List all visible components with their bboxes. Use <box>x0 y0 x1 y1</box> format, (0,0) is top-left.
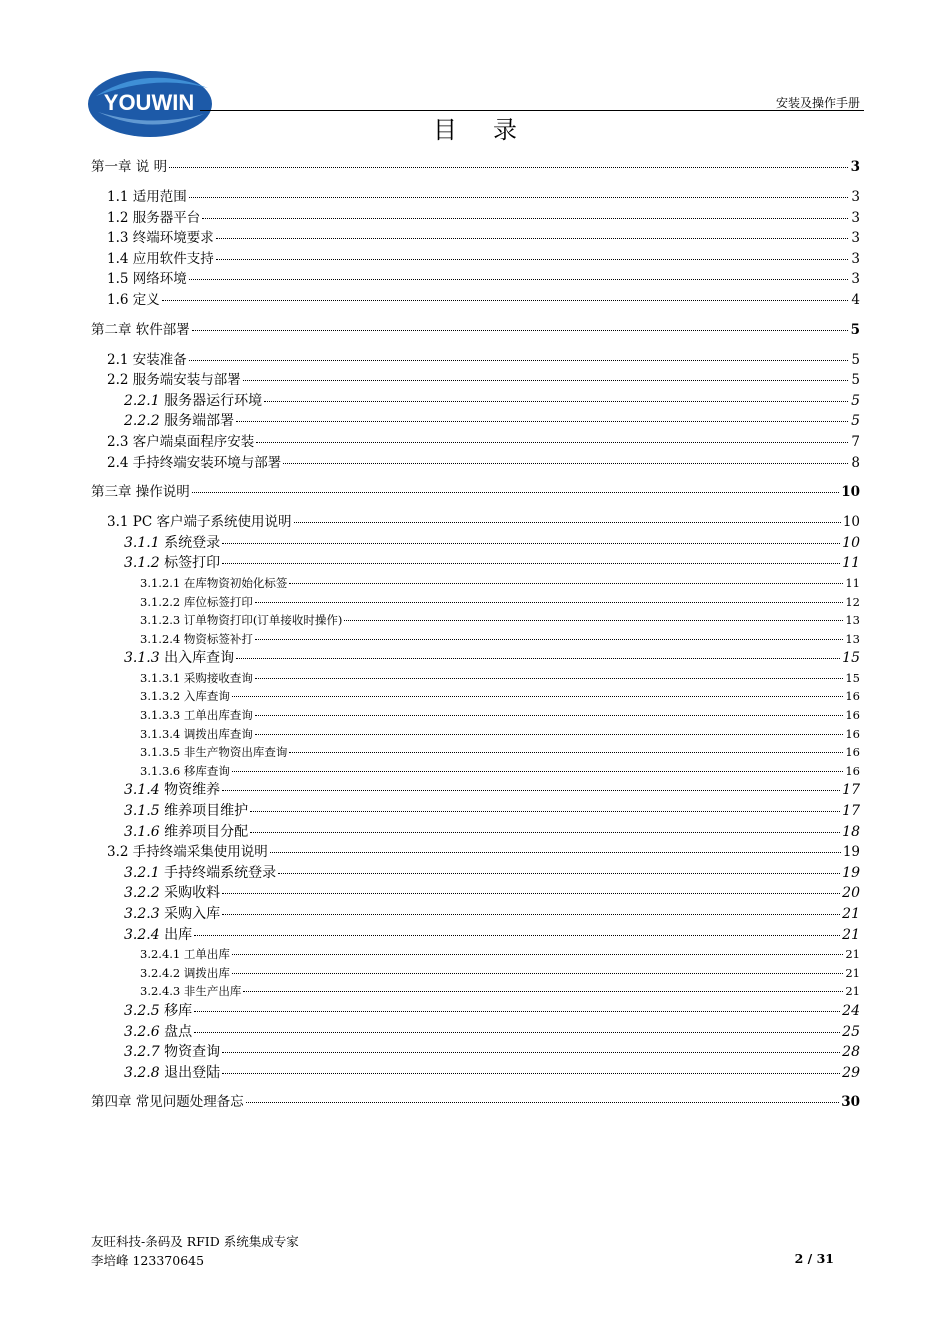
toc-entry[interactable] <box>91 593 860 612</box>
toc-entry-text <box>124 822 248 843</box>
logo-text: YOUWIN <box>103 90 195 115</box>
toc-entry-title: 服务器运行环境 <box>164 392 263 409</box>
toc-entry-page: 18 <box>842 823 860 840</box>
toc-entry-page: 11 <box>842 555 860 572</box>
toc-entry[interactable] <box>91 925 860 946</box>
toc-entry-page: 17 <box>842 803 860 820</box>
toc-entry-number: 3.2.4 <box>124 926 160 943</box>
toc-entry[interactable] <box>91 453 860 474</box>
toc-entry-text <box>107 512 292 533</box>
toc-entry[interactable] <box>91 553 860 574</box>
toc-entry-number: 3.2.4.2 <box>140 965 181 980</box>
toc-entry-page: 25 <box>842 1023 860 1040</box>
toc-entry-text <box>124 553 220 574</box>
footer-contact: 李培峰 123370645 <box>91 1253 205 1268</box>
toc-entry[interactable] <box>91 822 860 843</box>
toc-leader-dots <box>250 811 840 812</box>
toc-entry-page: 28 <box>842 1044 860 1061</box>
toc-entry-number: 第三章 <box>91 484 132 501</box>
toc-entry-page: 21 <box>845 947 860 962</box>
toc-entry-title: 网络环境 <box>132 271 187 288</box>
toc-entry-page: 3 <box>851 250 860 267</box>
toc-entry-page: 3 <box>851 230 860 247</box>
toc-entry-text <box>124 1063 220 1084</box>
toc-entry-page: 7 <box>851 433 860 450</box>
toc-entry-number: 3.1.3.5 <box>140 745 181 760</box>
toc-entry-number: 2.2 <box>107 372 129 389</box>
toc-entry[interactable] <box>91 187 860 208</box>
toc-entry-title: 退出登陆 <box>164 1064 221 1081</box>
toc-entry-title: 移库查询 <box>183 763 230 778</box>
toc-entry-number: 3.2.8 <box>124 1064 160 1081</box>
toc-entry-number: 3.1.3.1 <box>140 670 181 685</box>
toc-entry-text <box>91 1092 244 1113</box>
toc-entry-text <box>124 925 192 946</box>
toc-leader-dots <box>289 583 843 584</box>
toc-entry[interactable] <box>91 945 860 964</box>
toc-entry[interactable] <box>91 743 860 762</box>
toc-entry[interactable] <box>91 228 860 249</box>
toc-entry-number: 1.6 <box>107 291 129 308</box>
toc-entry-number: 1.1 <box>107 189 129 205</box>
toc-entry-text <box>140 964 230 983</box>
toc-entry-number: 1.2 <box>107 209 129 226</box>
toc-entry-text <box>124 533 220 554</box>
toc-entry-page: 15 <box>842 650 860 667</box>
toc-entry-number: 3.1.2.1 <box>140 575 181 590</box>
toc-entry-text <box>124 883 220 904</box>
toc-entry-page: 3 <box>850 159 860 175</box>
toc-entry[interactable] <box>91 533 860 554</box>
toc-entry-number: 第二章 <box>91 321 132 338</box>
toc-entry-page: 4 <box>851 291 860 308</box>
toc-entry-title: 采购接收查询 <box>183 670 253 685</box>
toc-entry-number: 1.5 <box>107 271 129 288</box>
toc-entry-title: 订单物资打印(订单接收时操作) <box>183 613 343 628</box>
toc-entry-page: 8 <box>851 454 860 471</box>
toc-entry-number: 3.2.1 <box>124 864 160 881</box>
toc-leader-dots <box>344 620 843 621</box>
toc-entry-number: 3.1.3.2 <box>140 689 181 704</box>
table-of-contents <box>91 157 860 1113</box>
toc-entry-number: 2.4 <box>107 454 129 471</box>
toc-entry-number: 3.2 <box>107 844 129 861</box>
toc-entry-number: 第一章 <box>91 159 132 175</box>
toc-entry-number: 3.1.1 <box>124 534 160 551</box>
toc-entry[interactable] <box>91 982 860 1001</box>
toc-entry[interactable] <box>91 208 860 229</box>
toc-leader-dots <box>216 259 848 260</box>
toc-entry-number: 2.2.2 <box>124 413 160 430</box>
toc-entry-number: 3.2.2 <box>124 885 160 902</box>
toc-entry[interactable] <box>91 1092 860 1113</box>
toc-entry-text <box>140 630 253 649</box>
toc-entry-text <box>124 801 248 822</box>
toc-entry-number: 3.1 <box>107 514 129 531</box>
toc-entry[interactable] <box>91 706 860 725</box>
toc-entry[interactable] <box>91 762 860 781</box>
toc-entry[interactable] <box>91 801 860 822</box>
toc-entry-page: 13 <box>845 613 860 628</box>
toc-entry-text <box>107 187 187 208</box>
toc-leader-dots <box>222 893 840 894</box>
toc-leader-dots <box>289 752 843 753</box>
toc-entry-number: 3.1.3 <box>124 650 160 667</box>
toc-entry-title: 采购入库 <box>164 906 221 922</box>
toc-entry-title: 采购收料 <box>164 885 221 902</box>
toc-entry[interactable] <box>91 863 860 884</box>
toc-entry-text <box>124 780 220 801</box>
toc-entry-page: 15 <box>845 670 860 685</box>
toc-entry-text <box>107 290 160 311</box>
toc-entry[interactable] <box>91 574 860 593</box>
toc-leader-dots <box>236 658 840 659</box>
toc-leader-dots <box>189 197 848 198</box>
toc-entry-text <box>124 1001 192 1022</box>
toc-entry-title: 盘点 <box>164 1023 193 1040</box>
toc-entry-text <box>124 1042 220 1063</box>
toc-leader-dots <box>169 167 848 168</box>
toc-entry-title: 客户端桌面程序安装 <box>132 433 255 450</box>
toc-entry-page: 10 <box>841 484 860 501</box>
toc-entry[interactable] <box>91 725 860 744</box>
toc-entry-number: 2.1 <box>107 351 129 368</box>
toc-entry[interactable] <box>91 780 860 801</box>
toc-entry-page: 21 <box>842 906 860 922</box>
toc-entry-number: 1.3 <box>107 230 129 247</box>
toc-entry-number: 3.1.6 <box>124 823 160 840</box>
toc-leader-dots <box>236 421 848 422</box>
toc-entry-title: 安装准备 <box>132 351 187 368</box>
toc-entry-title: 移库 <box>164 1002 193 1019</box>
toc-entry-number: 2.2.1 <box>124 392 160 409</box>
toc-entry-title: 系统登录 <box>164 534 221 551</box>
toc-entry[interactable] <box>91 1022 860 1043</box>
toc-entry[interactable] <box>91 964 860 983</box>
toc-entry[interactable] <box>91 904 860 925</box>
toc-entry-text <box>107 350 187 371</box>
toc-entry-page: 21 <box>842 926 860 943</box>
toc-entry-title: 调拨出库查询 <box>183 726 253 741</box>
toc-entry[interactable] <box>91 630 860 649</box>
page-title: 目录 <box>433 116 553 144</box>
toc-entry-page: 5 <box>851 413 860 430</box>
toc-entry-text <box>140 574 287 593</box>
toc-entry-number: 3.1.5 <box>124 803 160 820</box>
toc-entry-title: 终端环境要求 <box>132 230 214 247</box>
toc-entry-page: 13 <box>845 631 860 646</box>
toc-leader-dots <box>222 1073 840 1074</box>
toc-entry-page: 17 <box>842 782 860 799</box>
toc-entry[interactable] <box>91 370 860 391</box>
toc-leader-dots <box>216 238 848 239</box>
toc-entry-text <box>107 228 214 249</box>
toc-entry[interactable] <box>91 157 860 178</box>
toc-entry-number: 第四章 <box>91 1094 132 1111</box>
toc-leader-dots <box>294 522 841 523</box>
toc-entry[interactable] <box>91 669 860 688</box>
toc-entry-text <box>140 669 253 688</box>
toc-entry-page: 5 <box>850 321 860 338</box>
toc-leader-dots <box>255 639 843 640</box>
toc-entry-page: 16 <box>845 726 860 741</box>
toc-entry-page: 21 <box>845 965 860 980</box>
toc-entry-title: 说 明 <box>135 159 168 175</box>
toc-leader-dots <box>194 935 840 936</box>
toc-leader-dots <box>222 790 840 791</box>
toc-entry-page: 16 <box>845 689 860 704</box>
toc-entry-number: 3.1.2.4 <box>140 631 181 646</box>
toc-entry-title: 出库 <box>164 926 193 943</box>
toc-entry-page: 3 <box>851 189 860 205</box>
toc-entry-number: 3.1.2.2 <box>140 594 181 609</box>
toc-entry-title: 物资查询 <box>164 1044 221 1061</box>
toc-entry[interactable] <box>91 611 860 630</box>
toc-entry-title: 适用范围 <box>132 189 187 205</box>
toc-leader-dots <box>255 734 843 735</box>
toc-entry-page: 19 <box>842 844 860 861</box>
toc-entry-page: 19 <box>842 864 860 881</box>
toc-leader-dots <box>189 279 848 280</box>
toc-leader-dots <box>202 218 848 219</box>
toc-entry-title: PC 客户端子系统使用说明 <box>132 514 292 531</box>
toc-entry-number: 2.3 <box>107 433 129 450</box>
toc-leader-dots <box>264 401 848 402</box>
toc-entry-text <box>140 611 342 630</box>
toc-entry-number: 3.2.3 <box>124 906 160 922</box>
toc-entry-title: 手持终端系统登录 <box>164 864 277 881</box>
toc-entry-page: 5 <box>851 351 860 368</box>
toc-entry-text <box>91 482 190 503</box>
toc-leader-dots <box>222 914 840 915</box>
toc-entry-page: 10 <box>842 514 860 531</box>
toc-entry-text <box>107 370 241 391</box>
toc-leader-dots <box>194 1011 840 1012</box>
toc-entry-number: 3.1.3.3 <box>140 708 181 723</box>
toc-entry-page: 10 <box>842 534 860 551</box>
toc-entry-title: 操作说明 <box>135 484 190 501</box>
toc-leader-dots <box>278 873 840 874</box>
toc-leader-dots <box>243 380 848 381</box>
toc-leader-dots <box>162 300 848 301</box>
toc-entry-title: 物资标签补打 <box>183 631 253 646</box>
toc-entry-page: 16 <box>845 708 860 723</box>
toc-entry-title: 常见问题处理备忘 <box>135 1094 244 1111</box>
toc-entry-text <box>140 593 253 612</box>
toc-entry-page: 24 <box>842 1002 860 1019</box>
toc-entry-title: 服务端安装与部署 <box>132 372 241 389</box>
toc-entry-title: 定义 <box>132 291 160 308</box>
toc-entry[interactable] <box>91 269 860 290</box>
toc-entry-page: 20 <box>842 885 860 902</box>
toc-entry-text <box>107 249 214 270</box>
toc-entry-title: 标签打印 <box>164 555 221 572</box>
toc-entry-text <box>124 863 276 884</box>
header-doc-title: 安装及操作手册 <box>775 96 860 110</box>
toc-entry-text <box>107 842 268 863</box>
toc-leader-dots <box>194 1032 840 1033</box>
toc-entry-number: 3.1.2 <box>124 555 160 572</box>
toc-leader-dots <box>222 563 840 564</box>
toc-leader-dots <box>270 852 841 853</box>
toc-entry-title: 应用软件支持 <box>132 250 214 267</box>
toc-entry-number: 3.2.7 <box>124 1044 160 1061</box>
toc-entry-title: 工单出库查询 <box>183 708 253 723</box>
toc-entry[interactable] <box>91 648 860 669</box>
toc-entry[interactable] <box>91 249 860 270</box>
toc-entry-text <box>91 157 167 178</box>
toc-entry-page: 5 <box>851 392 860 409</box>
toc-entry[interactable] <box>91 320 860 341</box>
toc-leader-dots <box>189 360 848 361</box>
toc-leader-dots <box>255 715 843 716</box>
toc-leader-dots <box>232 973 843 974</box>
toc-leader-dots <box>232 696 843 697</box>
toc-entry-text <box>107 208 200 229</box>
toc-leader-dots <box>192 330 848 331</box>
toc-entry[interactable] <box>91 350 860 371</box>
toc-entry-title: 在库物资初始化标签 <box>183 575 288 590</box>
toc-entry-text <box>140 982 241 1001</box>
toc-entry[interactable] <box>91 1001 860 1022</box>
toc-leader-dots <box>256 442 848 443</box>
toc-entry-number: 3.1.2.3 <box>140 613 181 628</box>
toc-entry-text <box>124 648 234 669</box>
toc-entry[interactable] <box>91 512 860 533</box>
toc-entry-text <box>140 687 230 706</box>
toc-entry[interactable] <box>91 687 860 706</box>
toc-entry-page: 3 <box>851 271 860 288</box>
toc-leader-dots <box>222 1052 840 1053</box>
toc-leader-dots <box>250 832 840 833</box>
footer-company: 友旺科技-条码及 RFID 系统集成专家 <box>91 1234 299 1249</box>
toc-entry-number: 3.2.6 <box>124 1023 160 1040</box>
toc-entry-page: 30 <box>841 1094 860 1111</box>
toc-leader-dots <box>255 678 843 679</box>
toc-entry-title: 软件部署 <box>135 321 190 338</box>
toc-entry[interactable] <box>91 1063 860 1084</box>
toc-entry-text <box>124 411 234 432</box>
toc-entry[interactable] <box>91 411 860 432</box>
toc-entry-title: 出入库查询 <box>164 650 235 667</box>
toc-entry-title: 工单出库 <box>183 947 230 962</box>
footer-page-number: 2 / 31 <box>794 1251 834 1266</box>
toc-entry-text <box>124 904 220 925</box>
toc-entry-number: 3.2.4.3 <box>140 984 181 999</box>
toc-entry-page: 11 <box>845 575 860 590</box>
toc-entry-title: 手持终端采集使用说明 <box>132 844 268 861</box>
toc-leader-dots <box>232 954 843 955</box>
toc-entry-page: 29 <box>842 1064 860 1081</box>
toc-entry-number: 3.1.4 <box>124 782 160 799</box>
toc-entry-number: 3.1.3.6 <box>140 763 181 778</box>
toc-leader-dots <box>283 463 848 464</box>
toc-entry[interactable] <box>91 391 860 412</box>
toc-entry-number: 1.4 <box>107 250 129 267</box>
toc-entry-title: 手持终端安装环境与部署 <box>132 454 282 471</box>
toc-entry[interactable] <box>91 432 860 453</box>
toc-entry-page: 16 <box>845 763 860 778</box>
toc-entry[interactable] <box>91 1042 860 1063</box>
toc-entry-text <box>140 743 287 762</box>
toc-leader-dots <box>246 1102 839 1103</box>
toc-entry-number: 3.2.4.1 <box>140 947 181 962</box>
toc-entry-title: 服务端部署 <box>164 413 235 430</box>
toc-entry-text <box>107 453 281 474</box>
toc-leader-dots <box>255 602 843 603</box>
toc-entry-text <box>140 706 253 725</box>
toc-entry-title: 维养项目维护 <box>164 803 249 820</box>
toc-entry-title: 入库查询 <box>183 689 230 704</box>
toc-entry[interactable] <box>91 842 860 863</box>
toc-entry-page: 16 <box>845 745 860 760</box>
toc-entry-page: 3 <box>851 209 860 226</box>
toc-leader-dots <box>192 492 839 493</box>
toc-entry[interactable] <box>91 883 860 904</box>
toc-entry-text <box>140 762 230 781</box>
toc-entry-title: 库位标签打印 <box>183 594 253 609</box>
toc-entry-text <box>107 432 254 453</box>
toc-entry-page: 5 <box>851 372 860 389</box>
toc-entry-text <box>124 391 262 412</box>
toc-entry-number: 3.1.3.4 <box>140 726 181 741</box>
toc-entry-title: 非生产出库 <box>183 984 242 999</box>
toc-entry-page: 12 <box>845 594 860 609</box>
toc-leader-dots <box>243 991 843 992</box>
toc-entry-title: 调拨出库 <box>183 965 230 980</box>
toc-entry-text <box>107 269 187 290</box>
toc-entry[interactable] <box>91 482 860 503</box>
toc-entry-text <box>140 725 253 744</box>
toc-entry-page: 21 <box>845 984 860 999</box>
toc-entry-text <box>124 1022 192 1043</box>
toc-entry[interactable] <box>91 290 860 311</box>
toc-entry-text <box>91 320 190 341</box>
toc-entry-number: 3.2.5 <box>124 1002 160 1019</box>
toc-entry-title: 服务器平台 <box>132 209 201 226</box>
toc-entry-title: 非生产物资出库查询 <box>183 745 288 760</box>
toc-entry-text <box>140 945 230 964</box>
toc-leader-dots <box>222 543 840 544</box>
toc-entry-title: 维养项目分配 <box>164 823 249 840</box>
toc-entry-title: 物资维养 <box>164 782 221 799</box>
toc-leader-dots <box>232 771 843 772</box>
